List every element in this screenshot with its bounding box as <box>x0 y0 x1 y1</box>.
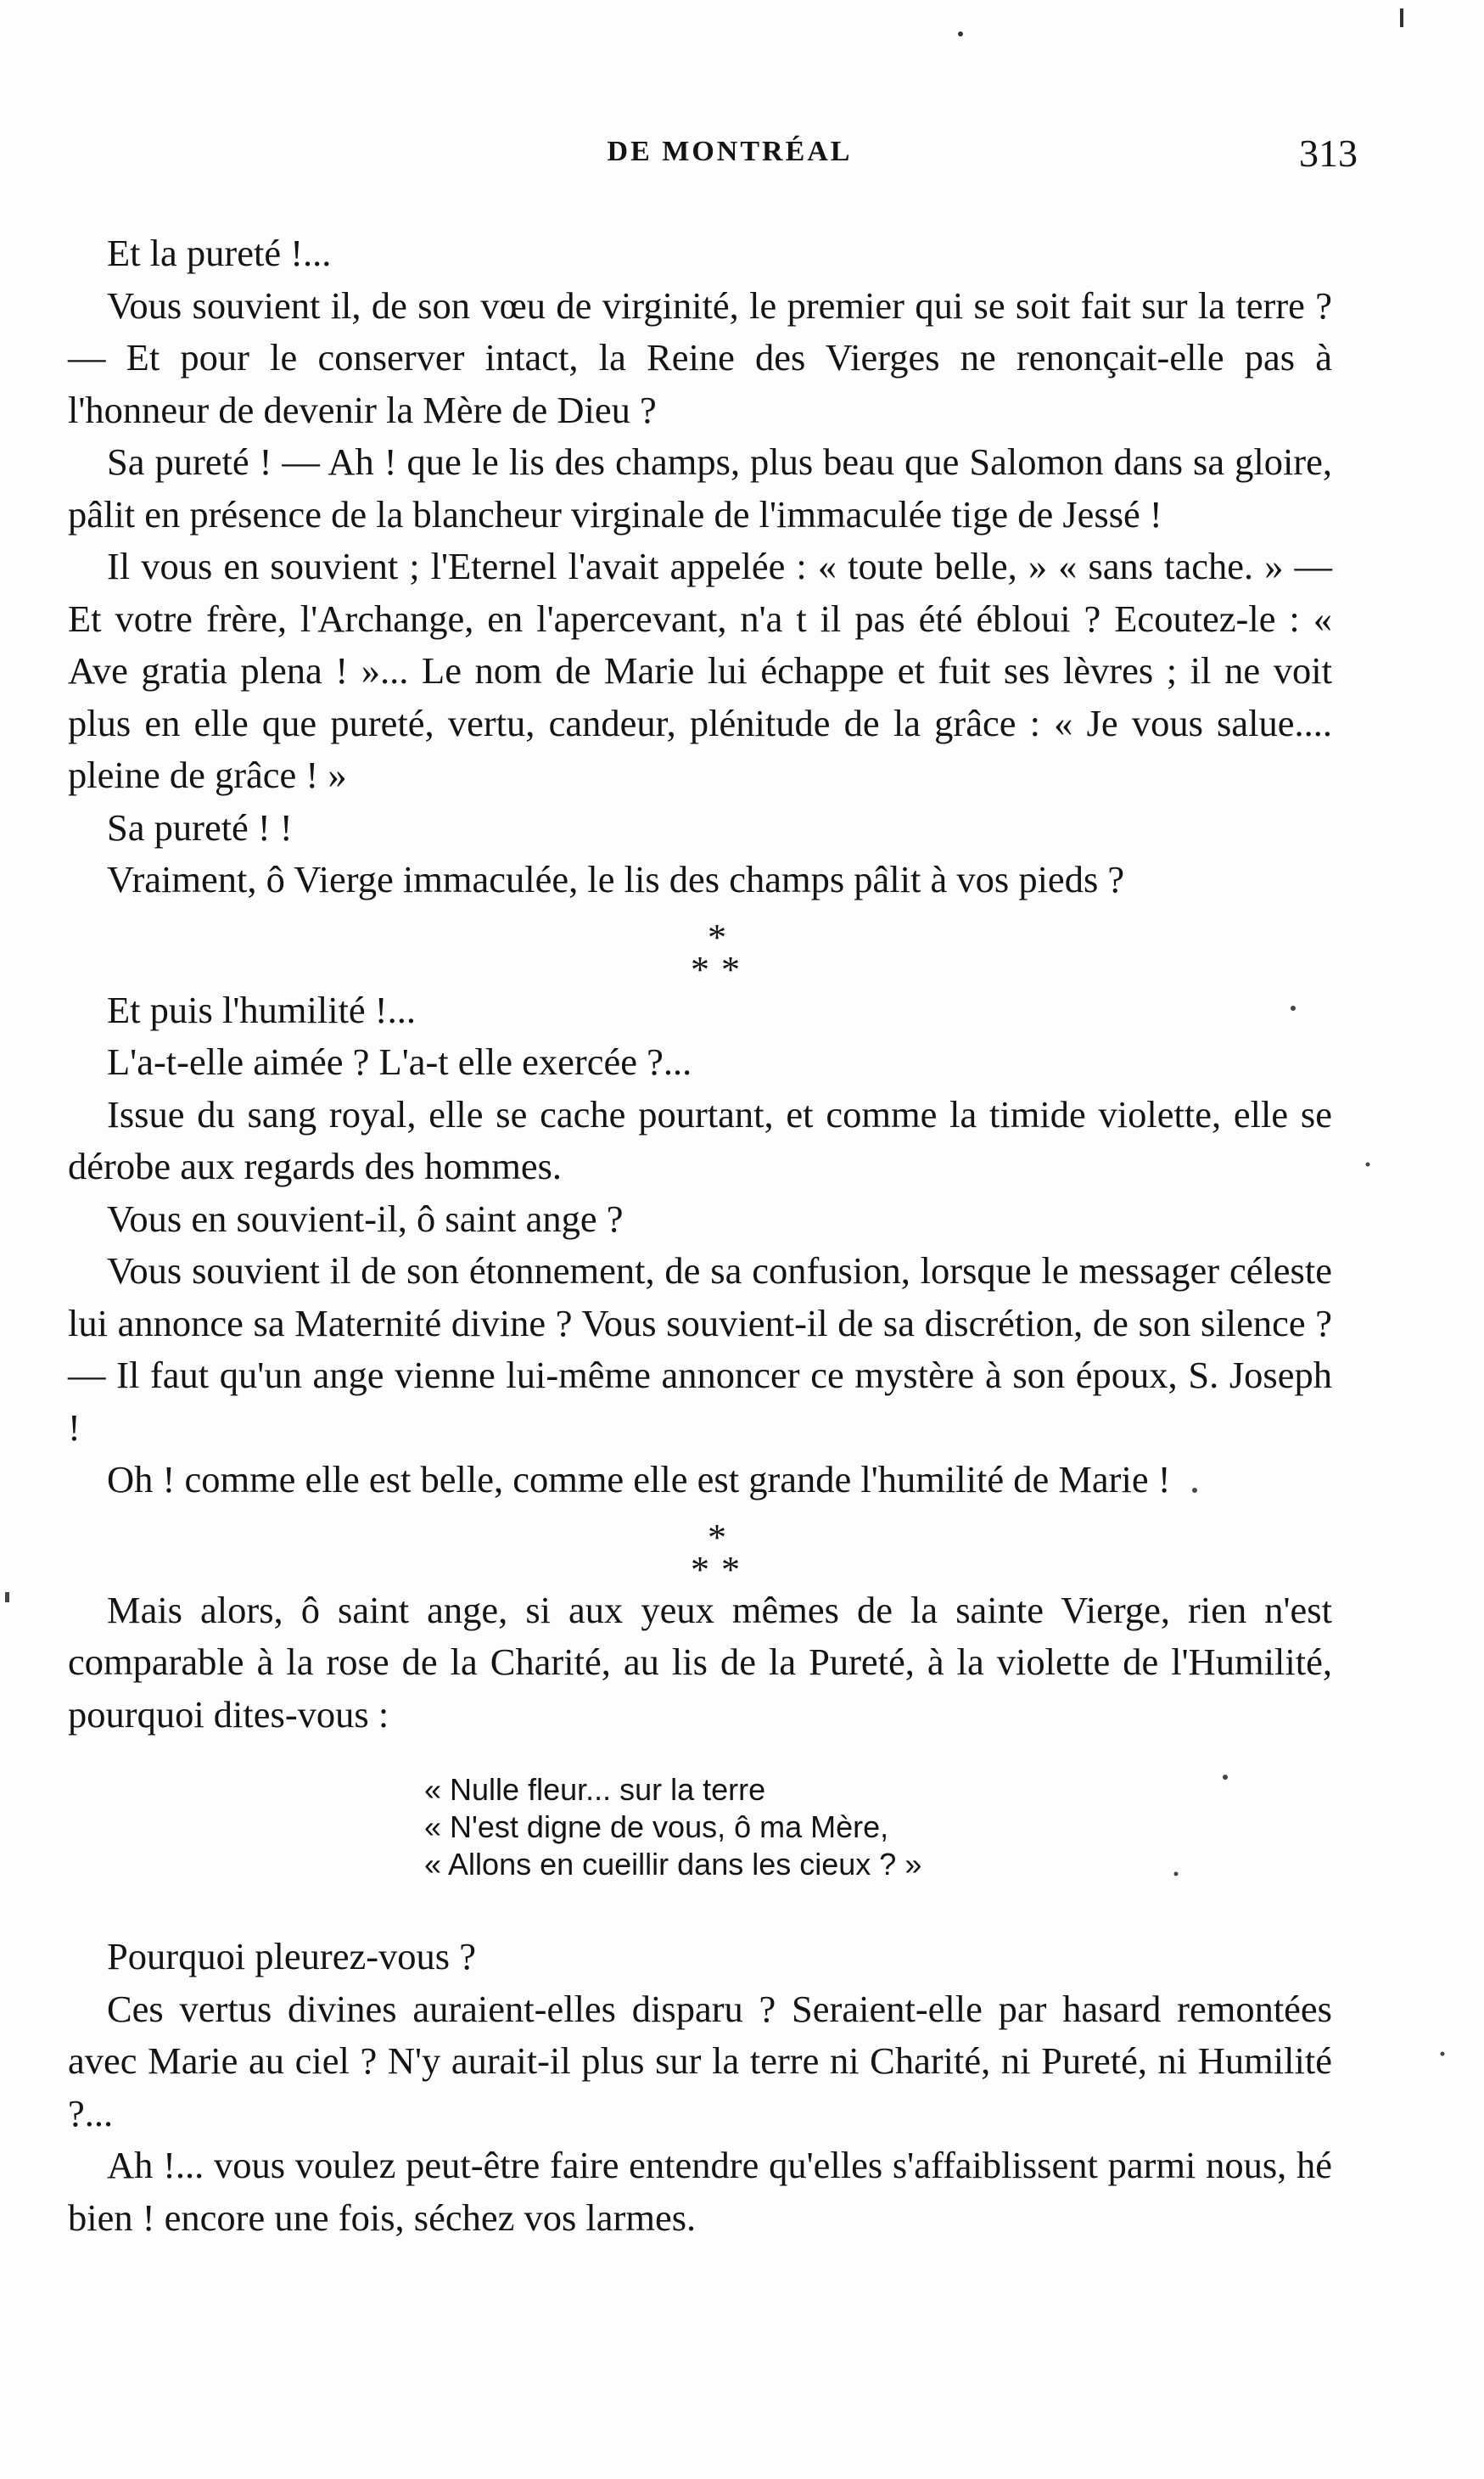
paragraph: Sa pureté ! ! <box>107 805 293 849</box>
scan-speck <box>1366 1163 1370 1167</box>
paragraph: Vous en souvient-il, ô saint ange ? <box>107 1197 624 1240</box>
verse-line: « N'est digne de vous, ô ma Mère, <box>424 1809 889 1844</box>
paragraph: L'a-t-elle aimée ? L'a-t elle exercée ?... <box>107 1040 692 1083</box>
paragraph: Vous souvient il de son étonnement, de sa confusion, lorsque le messager céleste lui annonce sa Maternité divine ? Vous souvient-il de sa discrétion, de son silence ? — Il faut qu'un ange vienne lui-même annoncer ce mystère à son époux, S. Joseph ! <box>68 1249 1332 1449</box>
paragraph: Et puis l'humilité !... <box>107 988 416 1031</box>
scan-speck <box>1441 2052 1445 2056</box>
asterism-bottom: ** <box>691 948 752 990</box>
page-body <box>68 227 1332 2244</box>
verse-line: « Allons en cueillir dans les cieux ? » <box>424 1847 922 1882</box>
running-title: DE MONTRÉAL <box>607 136 853 167</box>
asterism-top: * <box>708 916 726 958</box>
asterism-bottom: ** <box>691 1548 752 1590</box>
page-number: 313 <box>1299 132 1358 175</box>
paragraph: Ces vertus divines auraient-elles disparu ? Seraient-elle par hasard remontées avec Marie au ciel ? N'y aurait-il plus sur la terre ni Charité, ni Pureté, ni Humilité ?... <box>68 1987 1332 2134</box>
scan-speck <box>958 31 963 36</box>
paragraph: Issue du sang royal, elle se cache pourtant, et comme la timide violette, elle se dérobe aux regards des hommes. <box>68 1092 1332 1187</box>
paragraph: Et la pureté !... <box>107 232 332 274</box>
paragraph: Sa pureté ! — Ah ! que le lis des champs, plus beau que Salomon dans sa gloire, pâlit en présence de la blancheur virginale de l'immaculée tige de Jessé ! <box>68 440 1332 536</box>
verse-quote <box>424 1771 1332 1883</box>
paragraph: Vraiment, ô Vierge immaculée, le lis des champs pâlit à vos pieds ? <box>107 858 1125 900</box>
scan-speck <box>5 1592 9 1602</box>
asterism-top: * <box>708 1516 726 1558</box>
verse-line: « Nulle fleur... sur la terre <box>424 1772 766 1807</box>
paragraph: Oh ! comme elle est belle, comme elle est grande l'humilité de Marie ! <box>107 1458 1171 1500</box>
paragraph: Pourquoi pleurez-vous ? <box>107 1935 477 1977</box>
paragraph: Mais alors, ô saint ange, si aux yeux mêmes de la sainte Vierge, rien n'est comparable à la rose de la Charité, au lis de la Pureté, à la violette de l'Humilité, pourquoi dites-vous : <box>68 1588 1332 1736</box>
paragraph: Vous souvient il, de son vœu de virginité, le premier qui se soit fait sur la terre ? — Et pour le conserver intact, la Reine des Vierges ne renonçait-elle pas à l'honneur de devenir la Mère de Dieu ? <box>68 283 1332 431</box>
paragraph: Il vous en souvient ; l'Eternel l'avait appelée : « toute belle, » « sans tache. » — Et votre frère, l'Archange, en l'apercevant, n'a t il pas été ébloui ? Ecoutez-le : « Ave gratia plena ! »... Le nom de Marie lui échappe et fuit ses lèvres ; il ne voit plus en elle que pureté, vertu, candeur, plénitude de la grâce : « Je vous salue.... pleine de grâce ! » <box>68 545 1332 796</box>
scan-speck <box>1400 8 1403 27</box>
section-separator <box>68 906 1332 990</box>
section-separator <box>68 1506 1332 1590</box>
paragraph: Ah !... vous voulez peut-être faire entendre qu'elles s'affaiblissent parmi nous, hé bien ! encore une fois, séchez vos larmes. <box>68 2144 1332 2239</box>
page-header <box>102 132 1358 187</box>
